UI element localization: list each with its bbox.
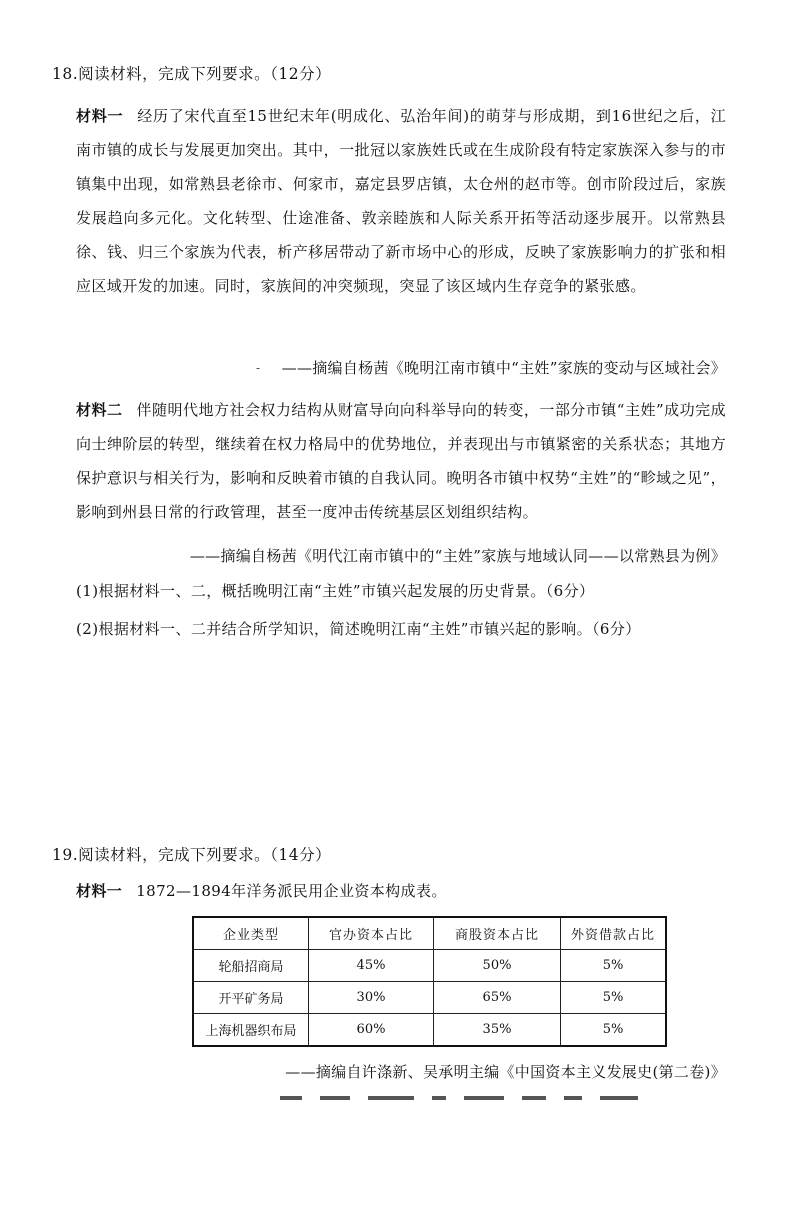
table-row (193, 950, 666, 982)
table-cell: 60% (309, 1014, 434, 1047)
q18-material-2 (76, 393, 726, 529)
q19-material-1-source: ——摘编自许涤新、吴承明主编《中国资本主义发展史(第二卷)》 (285, 1063, 726, 1081)
table-cell: 5% (561, 950, 667, 982)
q18-material-1-text: 经历了宋代直至15世纪末年(明成化、弘治年间)的萌芽与形成期，到16世纪之后，江南市镇的成长与发展更加突出。其中，一批冠以家族姓氏或在生成阶段有特定家族深入参与的市镇集中出现，如常熟县老徐市、何家市，嘉定县罗店镇，太仓州的赵市等。创市阶段过后，家族发展趋向多元化。文化转型、仕途准备、敦亲睦族和人际关系开拓等活动逐步展开。以常熟县徐、钱、归三个家族为代表，析产移居带动了新市场中心的形成，反映了家族影响力的扩张和相应区域开发的加速。同时，家族间的冲突频现，突显了该区域内生存竞争的紧张感。 (76, 107, 726, 295)
q18-material-1-label: 材料一 (76, 107, 124, 125)
capital-structure-table (192, 916, 667, 1047)
header-enterprise-type: 企业类型 (193, 917, 309, 950)
q19-material-1 (76, 874, 726, 908)
q18-task-1: (1)根据材料一、二，概括晚明江南“主姓”市镇兴起发展的历史背景。（6分） (76, 582, 595, 600)
q19-material-1-label: 材料一 (76, 882, 123, 900)
table-cell: 上海机器织布局 (193, 1014, 309, 1047)
q18-material-1-source: ——摘编自杨茜《晚明江南市镇中“主姓”家族的变动与区域社会》 (281, 359, 726, 377)
table-row (193, 982, 666, 1014)
table-cell: 50% (434, 950, 561, 982)
table-cell: 45% (309, 950, 434, 982)
header-foreign-loan: 外资借款占比 (561, 917, 667, 950)
table-cell: 5% (561, 982, 667, 1014)
q18-material-2-label: 材料二 (76, 401, 123, 419)
table-cell: 开平矿务局 (193, 982, 309, 1014)
table-cell: 5% (561, 1014, 667, 1047)
table-header-row (193, 917, 666, 950)
question-19-heading: 19.阅读材料，完成下列要求。（14分） (52, 846, 332, 864)
table-cell: 轮船招商局 (193, 950, 309, 982)
table-cell: 30% (309, 982, 434, 1014)
q18-material-2-source: ——摘编自杨茜《明代江南市镇中的“主姓”家族与地域认同——以常熟县为例》 (189, 547, 726, 565)
header-merchant-capital: 商股资本占比 (434, 917, 561, 950)
q18-task-2: (2)根据材料一、二并结合所学知识，简述晚明江南“主姓”市镇兴起的影响。（6分） (76, 620, 641, 638)
table-cell: 35% (434, 1014, 561, 1047)
header-official-capital: 官办资本占比 (309, 917, 434, 950)
table-row (193, 1014, 666, 1047)
question-18-heading: 18.阅读材料，完成下列要求。（12分） (52, 65, 332, 83)
q19-material-1-text: 1872—1894年洋务派民用企业资本构成表。 (136, 882, 447, 900)
stray-mark: - (256, 361, 261, 375)
table-cell: 65% (434, 982, 561, 1014)
cropped-footer-line (280, 1096, 730, 1102)
q18-material-1 (76, 99, 726, 303)
q18-material-2-text: 伴随明代地方社会权力结构从财富导向向科举导向的转变，一部分市镇“主姓”成功完成向士绅阶层的转型，继续着在权力格局中的优势地位，并表现出与市镇紧密的关系状态；其地方保护意识与相关行为，影响和反映着市镇的自我认同。晚明各市镇中权势“主姓”的“畛域之见”，影响到州县日常的行政管理，甚至一度冲击传统基层区划组织结构。 (76, 401, 726, 521)
